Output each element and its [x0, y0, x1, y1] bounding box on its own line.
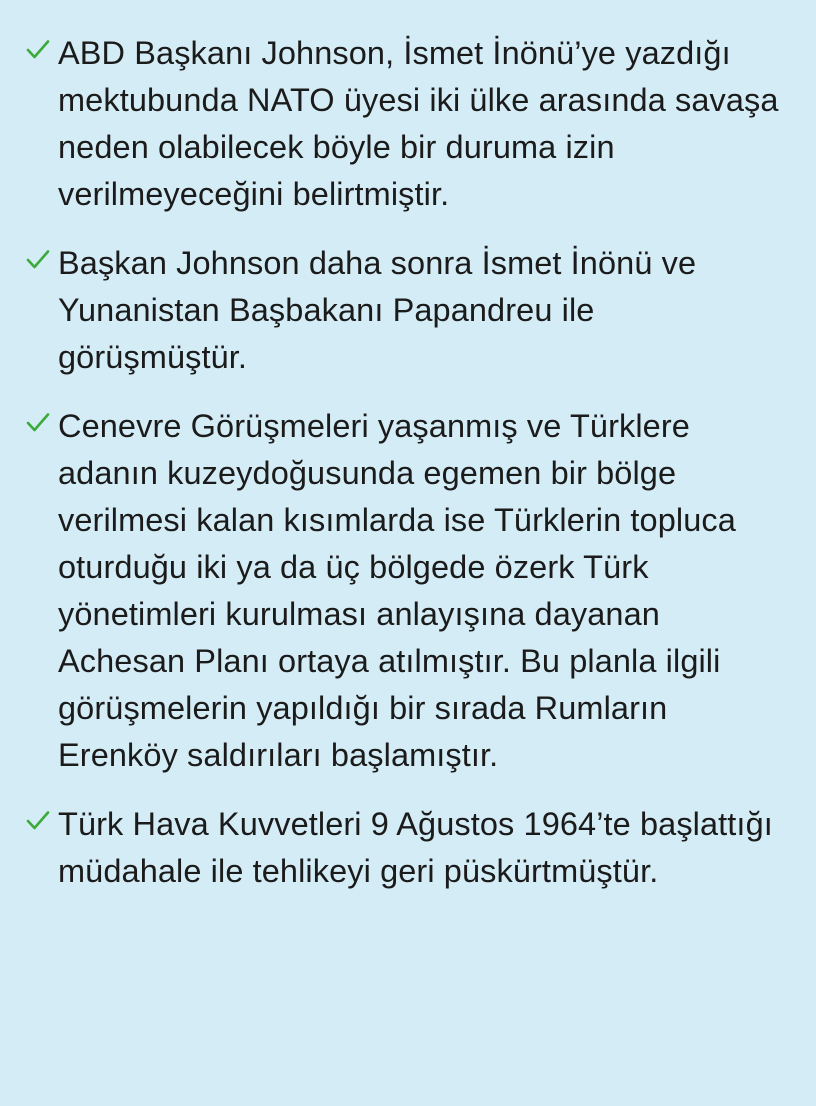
- list-item: [18, 801, 790, 895]
- list-item-text: Başkan Johnson daha sonra İsmet İnönü ve Yunanistan Başbakanı Papandreu ile görüşmüştür.: [58, 245, 697, 375]
- bullet-list: [18, 30, 790, 917]
- check-icon: [18, 403, 58, 435]
- list-item-text: Türk Hava Kuvvetleri 9 Ağustos 1964’te başlattığı müdahale ile tehlikeyi geri püskürtmüştür.: [58, 806, 773, 889]
- check-icon: [18, 240, 58, 272]
- check-icon: [18, 801, 58, 833]
- list-item: [18, 240, 790, 381]
- list-item-text: ABD Başkanı Johnson, İsmet İnönü’ye yazdığı mektubunda NATO üyesi iki ülke arasında savaşa neden olabilecek böyle bir duruma izin verilmeyeceğini belirtmiştir.: [58, 35, 779, 212]
- list-item: [18, 30, 790, 218]
- check-icon: [18, 30, 58, 62]
- list-item: [18, 403, 790, 779]
- list-item-text: Cenevre Görüşmeleri yaşanmış ve Türklere adanın kuzeydoğusunda egemen bir bölge verilmesi kalan kısımlarda ise Türklerin topluca oturduğu iki ya da üç bölgede özerk Türk yönetimleri kurulması anlayışına dayanan Achesan Planı ortaya atılmıştır. Bu planla ilgili görüşmelerin yapıldığı bir sırada Rumların Erenköy saldırıları başlamıştır.: [58, 408, 736, 773]
